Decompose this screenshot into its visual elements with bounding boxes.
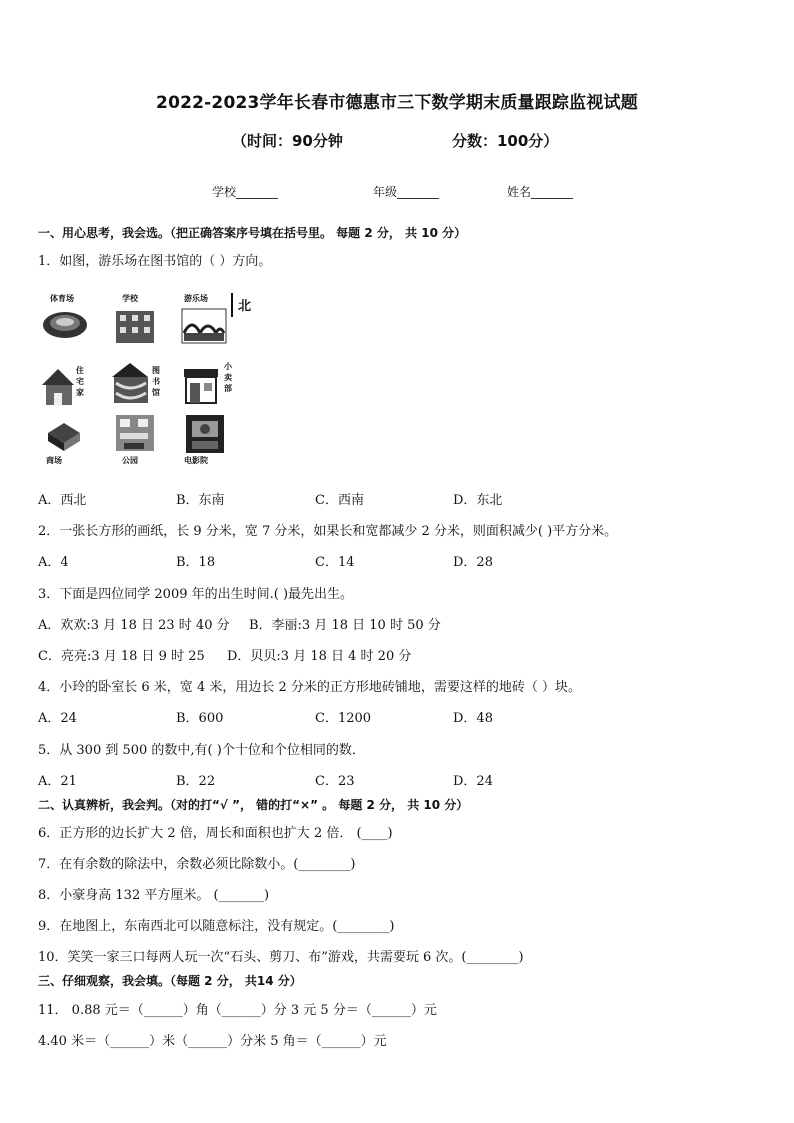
question-3: 3．下面是四位同学 2009 年的出生时间.( )最先出生。 xyxy=(38,587,354,602)
stadium-icon xyxy=(38,303,93,353)
question-11-line-1: 11． 0.88 元＝（______）角（______）分 3 元 5 分＝（______）元 xyxy=(38,1003,437,1018)
direction-map xyxy=(38,285,263,470)
library-icon xyxy=(108,359,153,409)
question-9: 9．在地图上，东南西北可以随意标注，没有规定。(________) xyxy=(38,919,395,934)
q4-option-a: A．24 xyxy=(38,711,77,726)
q5-option-c: C．23 xyxy=(315,774,355,789)
map-cell-stadium: 体育场 xyxy=(38,293,93,348)
cinema-icon xyxy=(184,415,229,455)
q5-option-a: A．21 xyxy=(38,774,77,789)
mall-icon xyxy=(38,415,88,455)
q4-option-c: C．1200 xyxy=(315,711,372,726)
question-7: 7．在有余数的除法中，余数必须比除数小。(________) xyxy=(38,857,356,872)
q1-option-d: D．东北 xyxy=(453,493,503,508)
name-field: 姓名_______ xyxy=(507,185,574,199)
q3-option-b: B．李丽:3 月 18 日 10 时 50 分 xyxy=(249,618,441,633)
park-icon xyxy=(114,415,159,455)
q5-option-d: D．24 xyxy=(453,774,493,789)
time-label: （时间：90分钟 xyxy=(232,132,343,150)
school-icon xyxy=(108,303,163,353)
q3-option-a: A．欢欢:3 月 18 日 23 时 40 分 xyxy=(38,618,230,633)
page-title: 2022-2023学年长春市德惠市三下数学期末质量跟踪监视试题 xyxy=(156,93,638,113)
q1-option-a: A．西北 xyxy=(38,493,87,508)
map-cell-library: 图书馆 xyxy=(108,355,163,410)
question-10: 10．笑笑一家三口每两人玩一次“石头、剪刀、布”游戏，共需要玩 6 次。(________) xyxy=(38,950,524,965)
map-cell-shop: 小卖部 xyxy=(178,355,233,410)
q2-option-c: C．14 xyxy=(315,555,355,570)
house-icon xyxy=(38,363,78,408)
q5-option-b: B．22 xyxy=(176,774,216,789)
question-5: 5．从 300 到 500 的数中,有( )个十位和个位相同的数． xyxy=(38,743,365,758)
question-8: 8．小豪身高 132 平方厘米。 (_______) xyxy=(38,888,270,903)
question-11-line-2: 4.40 米＝（______）米（______）分米 5 角＝（______）元 xyxy=(38,1034,387,1049)
q2-option-b: B．18 xyxy=(176,555,216,570)
score-label: 分数：100分） xyxy=(452,132,559,150)
school-field: 学校_______ xyxy=(212,185,279,199)
section-3-heading: 三、仔细观察，我会填。（每题 2 分， 共14 分） xyxy=(38,974,302,988)
question-4: 4．小玲的卧室长 6 米，宽 4 米，用边长 2 分米的正方形地砖铺地，需要这样的地砖（ ）块。 xyxy=(38,680,582,695)
question-2: 2．一张长方形的画纸，长 9 分米，宽 7 分米，如果长和宽都减少 2 分米，则面积减少( )平方分米。 xyxy=(38,524,618,539)
map-cell-cinema: 电影院 xyxy=(178,415,233,470)
map-cell-amusement-park: 游乐场 xyxy=(178,293,233,348)
amusement-park-icon xyxy=(178,303,233,353)
shop-icon xyxy=(178,361,223,411)
section-1-heading: 一、用心思考，我会选。（把正确答案序号填在括号里。 每题 2 分， 共 10 分） xyxy=(38,226,467,240)
q3-option-d: D．贝贝:3 月 18 日 4 时 20 分 xyxy=(227,649,412,664)
q1-option-c: C．西南 xyxy=(315,493,364,508)
q4-option-d: D．48 xyxy=(453,711,493,726)
section-2-heading: 二、认真辨析，我会判。（对的打“√ ”， 错的打“×” 。 每题 2 分， 共 10 分） xyxy=(38,798,469,812)
map-cell-mall: 商场 xyxy=(38,415,93,470)
map-cell-home: 住宅家 xyxy=(38,355,93,410)
map-cell-school: 学校 xyxy=(108,293,163,348)
map-cell-park: 公园 xyxy=(108,415,163,470)
grade-field: 年级_______ xyxy=(373,185,440,199)
q1-option-b: B．东南 xyxy=(176,493,225,508)
q2-option-d: D．28 xyxy=(453,555,493,570)
question-1: 1．如图，游乐场在图书馆的（ ）方向。 xyxy=(38,254,272,269)
q3-option-c: C．亮亮:3 月 18 日 9 时 25 xyxy=(38,649,205,664)
q4-option-b: B．600 xyxy=(176,711,224,726)
q2-option-a: A．4 xyxy=(38,555,69,570)
north-arrow xyxy=(231,293,233,317)
question-6: 6．正方形的边长扩大 2 倍，周长和面积也扩大 2 倍． (____) xyxy=(38,826,393,841)
north-label: 北 xyxy=(238,299,252,314)
